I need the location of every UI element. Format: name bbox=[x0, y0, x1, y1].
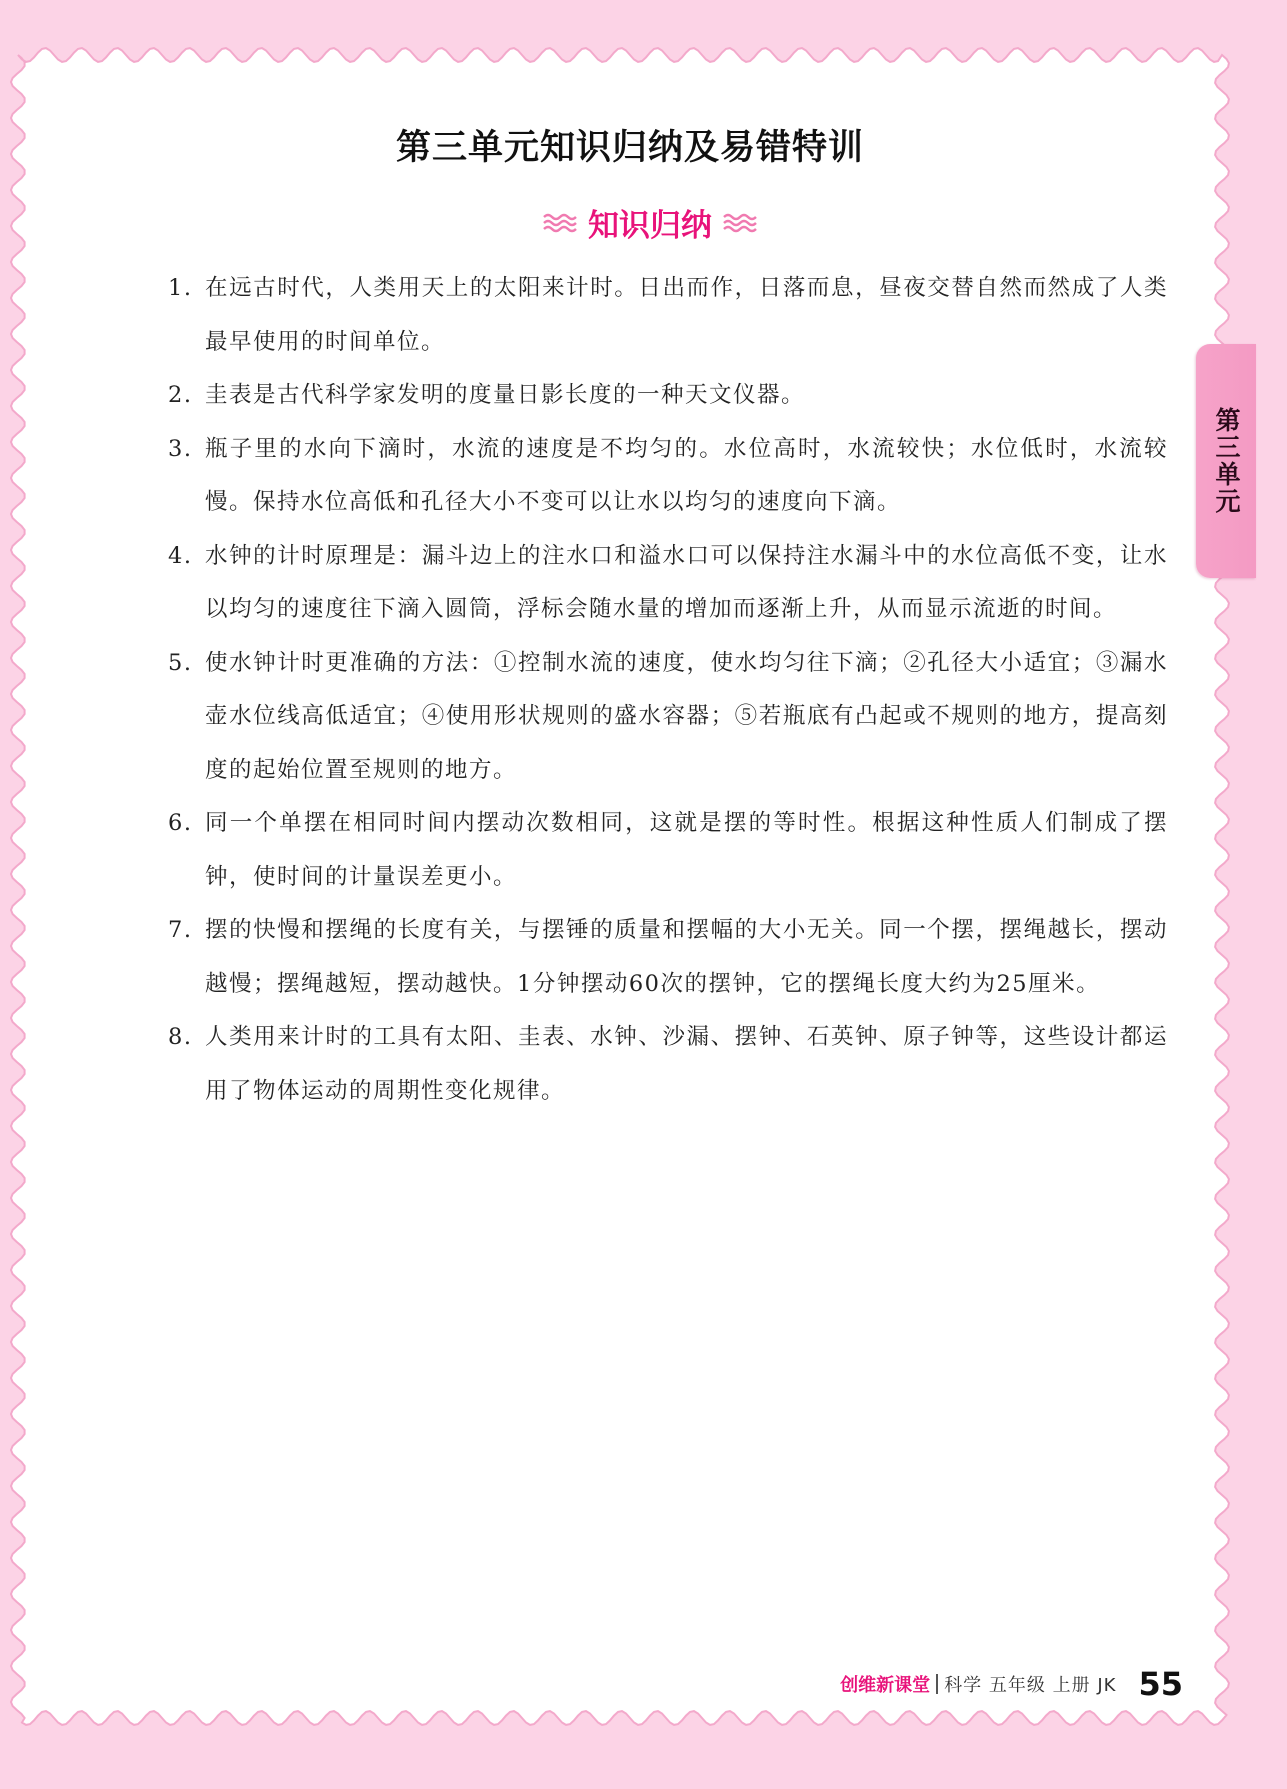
list-item bbox=[168, 1011, 1168, 1118]
list-item bbox=[168, 637, 1168, 798]
wave-right-icon bbox=[722, 211, 758, 235]
unit-side-tab bbox=[1196, 344, 1256, 578]
item-number: 1. bbox=[168, 275, 193, 301]
page-number: 55 bbox=[1138, 1665, 1183, 1703]
page-title: 第三单元知识归纳及易错特训 bbox=[395, 128, 864, 168]
item-text: 瓶子里的水向下滴时，水流的速度是不均匀的。水位高时，水流较快；水位低时，水流较慢。保持水位高低和孔径大小不变可以让水以均匀的速度向下滴。 bbox=[205, 435, 1168, 515]
list-item bbox=[168, 797, 1168, 904]
item-number: 8. bbox=[168, 1024, 193, 1050]
brand-name: 创维新课堂 bbox=[840, 1675, 931, 1696]
list-item bbox=[168, 423, 1168, 530]
section-label: 知识归纳 bbox=[588, 208, 712, 244]
item-number: 6. bbox=[168, 810, 193, 836]
knowledge-list bbox=[168, 262, 1168, 1118]
item-text: 在远古时代，人类用天上的太阳来计时。日出而作，日落而息，昼夜交替自然而然成了人类最早使用的时间单位。 bbox=[205, 275, 1168, 355]
item-text: 人类用来计时的工具有太阳、圭表、水钟、沙漏、摆钟、石英钟、原子钟等，这些设计都运用了物体运动的周期性变化规律。 bbox=[205, 1024, 1168, 1104]
item-text: 圭表是古代科学家发明的度量日影长度的一种天文仪器。 bbox=[205, 382, 806, 408]
item-text: 摆的快慢和摆绳的长度有关，与摆锤的质量和摆幅的大小无关。同一个摆，摆绳越长，摆动越慢；摆绳越短，摆动越快。1分钟摆动60次的摆钟，它的摆绳长度大约为25厘米。 bbox=[205, 917, 1168, 997]
page-footer bbox=[840, 1665, 1183, 1703]
wave-left-icon bbox=[542, 211, 578, 235]
item-number: 5. bbox=[168, 649, 193, 676]
section-heading bbox=[0, 200, 1287, 245]
list-item bbox=[168, 369, 1168, 423]
item-number: 7. bbox=[168, 917, 193, 943]
item-text: 同一个单摆在相同时间内摆动次数相同，这就是摆的等时性。根据这种性质人们制成了摆钟，使时间的计量误差更小。 bbox=[205, 810, 1168, 890]
list-item bbox=[168, 904, 1168, 1011]
item-number: 2. bbox=[168, 382, 193, 408]
list-item bbox=[168, 262, 1168, 369]
side-tab-label: 第三单元 bbox=[1212, 407, 1241, 515]
item-text: 使水钟计时更准确的方法：①控制水流的速度，使水均匀往下滴；②孔径大小适宜；③漏水壶水位线高低适宜；④使用形状规则的盛水容器；⑤若瓶底有凸起或不规则的地方，提高刻度的起始位置至规则的地方。 bbox=[205, 649, 1168, 783]
item-number: 4. bbox=[168, 542, 193, 569]
item-text: 水钟的计时原理是：漏斗边上的注水口和溢水口可以保持注水漏斗中的水位高低不变，让水以均匀的速度往下滴入圆筒，浮标会随水量的增加而逐渐上升，从而显示流逝的时间。 bbox=[205, 542, 1168, 622]
item-number: 3. bbox=[168, 435, 193, 462]
list-item bbox=[168, 530, 1168, 637]
course-info: 科学 五年级 上册 JK bbox=[944, 1675, 1117, 1696]
footer-divider bbox=[936, 1674, 938, 1694]
